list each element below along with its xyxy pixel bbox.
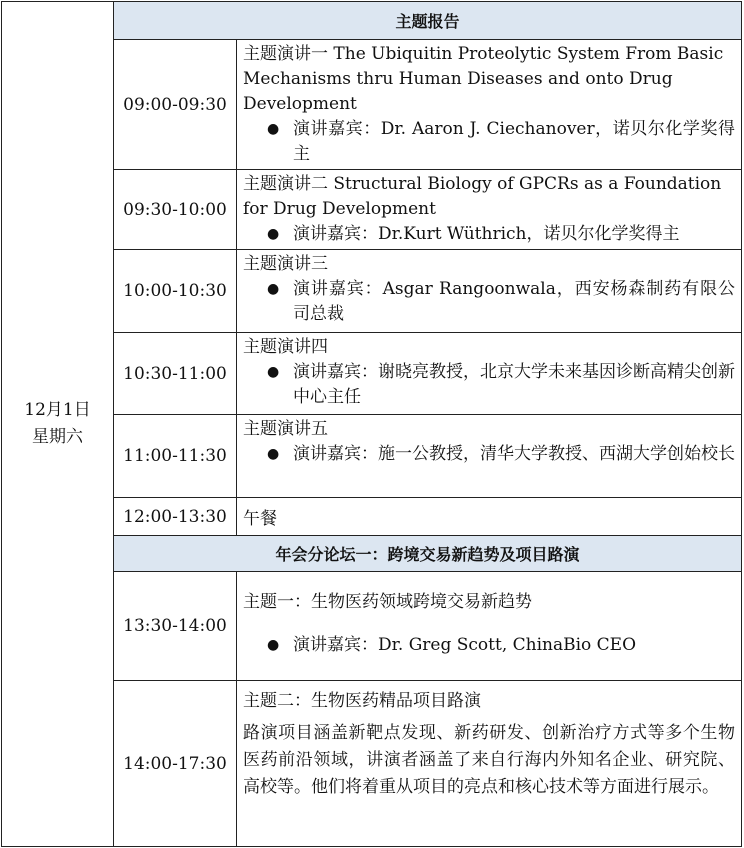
speaker-text: 演讲嘉宾：Dr.Kurt Wüthrich，诺贝尔化学奖得主 [293,224,680,244]
speaker-text: 演讲嘉宾：Asgar Rangoonwala，西安杨森制药有限公司总裁 [293,279,736,324]
speaker-text: 演讲嘉宾：Dr. Greg Scott, ChinaBio CEO [293,635,637,655]
session-title: 主题演讲一 The Ubiquitin Proteolytic System From Basic Mechanisms thru Human Diseases and onto Drug Development [243,44,724,114]
time-cell: 12:00-13:30 [114,498,237,536]
speaker-item [243,222,735,247]
speaker-item [243,442,735,467]
content-cell [237,572,742,681]
speaker-text: 演讲嘉宾：Dr. Aaron J. Ciechanover，诺贝尔化学奖得主 [293,119,736,164]
section-header-keynote: 主题报告 [114,2,742,40]
session-title: 主题一：生物医药领域跨境交易新趋势 [243,592,532,612]
session-title: 主题二：生物医药精品项目路演 [243,691,481,711]
speaker-item [243,633,735,658]
session-title: 主题演讲五 [243,419,328,439]
agenda-table [1,1,742,847]
speaker-item [243,277,735,327]
content-cell [237,250,742,333]
bullet-icon: ● [267,121,280,137]
time-cell: 10:00-10:30 [114,250,237,333]
time-cell: 09:30-10:00 [114,170,237,250]
session-title: 主题演讲二 Structural Biology of GPCRs as a Foundation for Drug Development [243,174,722,219]
time-cell: 11:00-11:30 [114,415,237,498]
bullet-icon: ● [267,637,280,653]
time-cell: 10:30-11:00 [114,333,237,415]
session-description: 路演项目涵盖新靶点发现、新药研发、创新治疗方式等多个生物医药前沿领域，讲演者涵盖了来自行海内外知名企业、研究院、高校等。他们将着重从项目的亮点和核心技术等方面进行展示。 [243,723,736,797]
bullet-icon: ● [267,446,280,462]
time-cell: 13:30-14:00 [114,572,237,681]
lunch-cell: 午餐 [237,498,742,536]
speaker-item [243,360,735,410]
content-cell [237,333,742,415]
time-cell: 14:00-17:30 [114,681,237,847]
speaker-item [243,117,735,167]
date-cell [2,2,114,847]
content-cell [237,40,742,170]
bullet-icon: ● [267,226,280,242]
session-title: 主题演讲三 [243,254,328,274]
date-weekday: 星期六 [32,427,83,447]
time-cell: 09:00-09:30 [114,40,237,170]
section-header-forum: 年会分论坛一：跨境交易新趋势及项目路演 [114,536,742,572]
content-cell [237,415,742,498]
speaker-text: 演讲嘉宾：施一公教授，清华大学教授、西湖大学创始校长 [293,444,735,464]
content-cell [237,681,742,847]
speaker-text: 演讲嘉宾：谢晓亮教授，北京大学未来基因诊断高精尖创新中心主任 [293,362,736,407]
date-day: 12月1日 [24,400,91,420]
session-title: 主题演讲四 [243,337,328,357]
content-cell [237,170,742,250]
bullet-icon: ● [267,364,280,380]
bullet-icon: ● [267,281,280,297]
